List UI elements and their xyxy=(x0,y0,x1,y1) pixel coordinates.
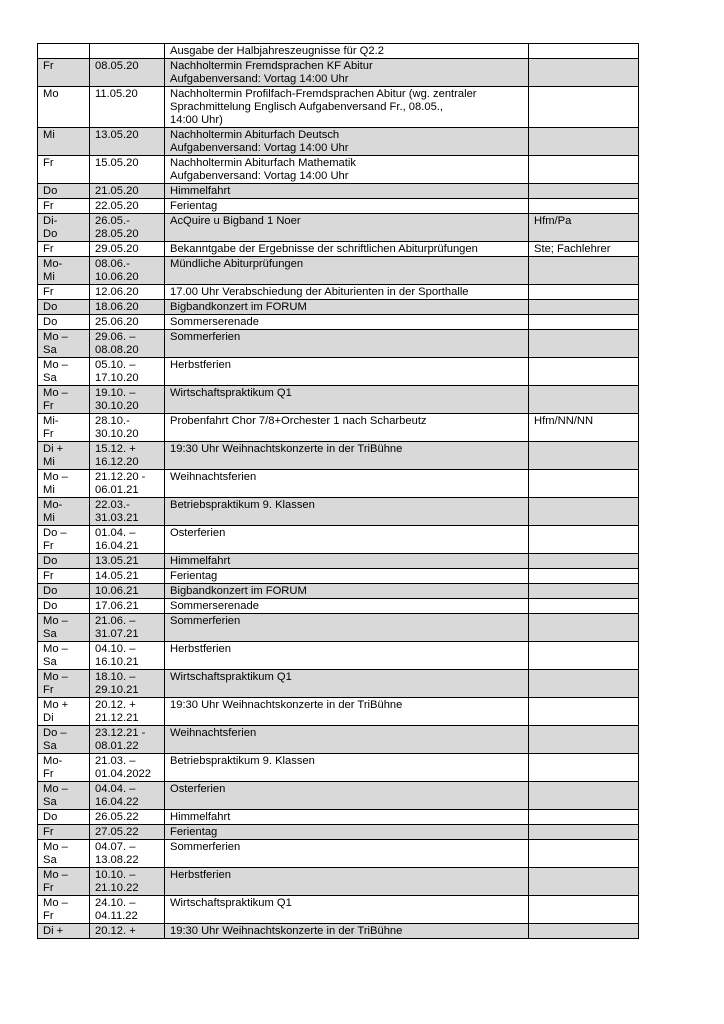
date-cell: 26.05.22 xyxy=(90,810,165,825)
event-cell: Nachholtermin Fremdsprachen KF Abitur Aufgabenversand: Vortag 14:00 Uhr xyxy=(165,59,529,87)
day-cell: Di + xyxy=(38,924,90,939)
table-row xyxy=(38,470,639,498)
event-cell: 19:30 Uhr Weihnachtskonzerte in der TriBühne xyxy=(165,924,529,939)
day-cell: Fr xyxy=(38,156,90,184)
event-cell: Mündliche Abiturprüfungen xyxy=(165,257,529,285)
date-cell: 14.05.21 xyxy=(90,569,165,584)
note-cell xyxy=(529,896,639,924)
event-cell: Sommerferien xyxy=(165,330,529,358)
note-cell xyxy=(529,315,639,330)
note-cell xyxy=(529,554,639,569)
note-cell xyxy=(529,584,639,599)
note-cell xyxy=(529,470,639,498)
date-cell: 10.10. – 21.10.22 xyxy=(90,868,165,896)
day-cell: Mo – Sa xyxy=(38,840,90,868)
event-cell: Nachholtermin Abiturfach Deutsch Aufgabenversand: Vortag 14:00 Uhr xyxy=(165,128,529,156)
date-cell: 17.06.21 xyxy=(90,599,165,614)
note-cell xyxy=(529,782,639,810)
table-row xyxy=(38,614,639,642)
note-cell xyxy=(529,156,639,184)
event-cell: Sommerferien xyxy=(165,840,529,868)
note-cell xyxy=(529,300,639,315)
event-cell: Sommerferien xyxy=(165,614,529,642)
note-cell: Ste; Fachlehrer xyxy=(529,242,639,257)
note-cell xyxy=(529,59,639,87)
day-cell: Do – Sa xyxy=(38,726,90,754)
table-row xyxy=(38,498,639,526)
date-cell: 12.06.20 xyxy=(90,285,165,300)
event-cell: Wirtschaftspraktikum Q1 xyxy=(165,896,529,924)
day-cell: Mo – Fr xyxy=(38,386,90,414)
event-cell: Probenfahrt Chor 7/8+Orchester 1 nach Scharbeutz xyxy=(165,414,529,442)
date-cell: 27.05.22 xyxy=(90,825,165,840)
date-cell: 29.05.20 xyxy=(90,242,165,257)
day-cell: Mo + Di xyxy=(38,698,90,726)
table-row xyxy=(38,285,639,300)
day-cell: Fr xyxy=(38,285,90,300)
table-row xyxy=(38,924,639,939)
date-cell: 29.06. – 08.08.20 xyxy=(90,330,165,358)
day-cell: Mo- Mi xyxy=(38,257,90,285)
table-row xyxy=(38,642,639,670)
note-cell xyxy=(529,526,639,554)
date-cell: 21.12.20 - 06.01.21 xyxy=(90,470,165,498)
date-cell: 21.03. – 01.04.2022 xyxy=(90,754,165,782)
day-cell: Mo – Sa xyxy=(38,330,90,358)
event-cell: Bekanntgabe der Ergebnisse der schriftlichen Abiturprüfungen xyxy=(165,242,529,257)
date-cell: 21.06. – 31.07.21 xyxy=(90,614,165,642)
day-cell: Mo – Fr xyxy=(38,868,90,896)
event-cell: Ferientag xyxy=(165,199,529,214)
table-row xyxy=(38,896,639,924)
date-cell: 04.07. – 13.08.22 xyxy=(90,840,165,868)
table-row xyxy=(38,156,639,184)
day-cell: Di + Mi xyxy=(38,442,90,470)
note-cell xyxy=(529,358,639,386)
day-cell: Mo – Mi xyxy=(38,470,90,498)
event-cell: Betriebspraktikum 9. Klassen xyxy=(165,498,529,526)
table-row xyxy=(38,726,639,754)
date-cell: 23.12.21 - 08.01.22 xyxy=(90,726,165,754)
event-cell: Ferientag xyxy=(165,825,529,840)
date-cell: 22.05.20 xyxy=(90,199,165,214)
event-cell: Herbstferien xyxy=(165,868,529,896)
day-cell xyxy=(38,44,90,59)
event-cell: Bigbandkonzert im FORUM xyxy=(165,300,529,315)
day-cell: Mo – Fr xyxy=(38,670,90,698)
note-cell: Hfm/NN/NN xyxy=(529,414,639,442)
table-row xyxy=(38,526,639,554)
table-row xyxy=(38,414,639,442)
table-row xyxy=(38,670,639,698)
note-cell xyxy=(529,825,639,840)
table-row xyxy=(38,214,639,242)
event-cell: Weihnachtsferien xyxy=(165,470,529,498)
day-cell: Mi- Fr xyxy=(38,414,90,442)
note-cell xyxy=(529,330,639,358)
date-cell: 20.12. + xyxy=(90,924,165,939)
note-cell xyxy=(529,754,639,782)
table-row xyxy=(38,782,639,810)
day-cell: Fr xyxy=(38,59,90,87)
table-row xyxy=(38,584,639,599)
day-cell: Do xyxy=(38,810,90,825)
note-cell xyxy=(529,128,639,156)
note-cell xyxy=(529,569,639,584)
note-cell xyxy=(529,599,639,614)
event-cell: Herbstferien xyxy=(165,358,529,386)
note-cell xyxy=(529,44,639,59)
day-cell: Mo- Fr xyxy=(38,754,90,782)
day-cell: Mi xyxy=(38,128,90,156)
note-cell xyxy=(529,614,639,642)
table-row xyxy=(38,810,639,825)
event-cell: AcQuire u Bigband 1 Noer xyxy=(165,214,529,242)
day-cell: Mo – Sa xyxy=(38,614,90,642)
day-cell: Fr xyxy=(38,199,90,214)
day-cell: Fr xyxy=(38,242,90,257)
note-cell xyxy=(529,642,639,670)
table-row xyxy=(38,569,639,584)
event-cell: Ferientag xyxy=(165,569,529,584)
event-cell: Himmelfahrt xyxy=(165,184,529,199)
event-cell: Nachholtermin Abiturfach Mathematik Aufgabenversand: Vortag 14:00 Uhr xyxy=(165,156,529,184)
date-cell: 05.10. – 17.10.20 xyxy=(90,358,165,386)
date-cell: 15.12. + 16.12.20 xyxy=(90,442,165,470)
event-cell: Ausgabe der Halbjahreszeugnisse für Q2.2 xyxy=(165,44,529,59)
table-row xyxy=(38,44,639,59)
day-cell: Do xyxy=(38,554,90,569)
table-row xyxy=(38,184,639,199)
date-cell: 11.05.20 xyxy=(90,87,165,128)
note-cell xyxy=(529,199,639,214)
note-cell xyxy=(529,442,639,470)
note-cell xyxy=(529,840,639,868)
date-cell: 15.05.20 xyxy=(90,156,165,184)
schedule-table-body xyxy=(38,44,639,939)
date-cell: 25.06.20 xyxy=(90,315,165,330)
table-row xyxy=(38,199,639,214)
date-cell: 10.06.21 xyxy=(90,584,165,599)
date-cell: 20.12. + 21.12.21 xyxy=(90,698,165,726)
event-cell: 19:30 Uhr Weihnachtskonzerte in der TriBühne xyxy=(165,698,529,726)
note-cell xyxy=(529,670,639,698)
day-cell: Mo – Sa xyxy=(38,642,90,670)
event-cell: Weihnachtsferien xyxy=(165,726,529,754)
table-row xyxy=(38,242,639,257)
event-cell: Herbstferien xyxy=(165,642,529,670)
day-cell: Fr xyxy=(38,825,90,840)
day-cell: Do xyxy=(38,599,90,614)
event-cell: Himmelfahrt xyxy=(165,554,529,569)
day-cell: Do xyxy=(38,300,90,315)
note-cell xyxy=(529,924,639,939)
date-cell: 19.10. – 30.10.20 xyxy=(90,386,165,414)
table-row xyxy=(38,442,639,470)
day-cell: Mo – Sa xyxy=(38,358,90,386)
table-row xyxy=(38,59,639,87)
event-cell: Sommerserenade xyxy=(165,315,529,330)
event-cell: Bigbandkonzert im FORUM xyxy=(165,584,529,599)
table-row xyxy=(38,87,639,128)
note-cell xyxy=(529,285,639,300)
table-row xyxy=(38,698,639,726)
date-cell: 28.10.- 30.10.20 xyxy=(90,414,165,442)
table-row xyxy=(38,315,639,330)
date-cell: 04.10. – 16.10.21 xyxy=(90,642,165,670)
event-cell: Nachholtermin Profilfach-Fremdsprachen Abitur (wg. zentraler Sprachmittelung Englisch Aufgabenversand Fr., 08.05., 14:00 Uhr) xyxy=(165,87,529,128)
event-cell: Osterferien xyxy=(165,782,529,810)
event-cell: Osterferien xyxy=(165,526,529,554)
event-cell: Sommerserenade xyxy=(165,599,529,614)
date-cell: 22.03.- 31.03.21 xyxy=(90,498,165,526)
note-cell xyxy=(529,498,639,526)
table-row xyxy=(38,840,639,868)
event-cell: 17.00 Uhr Verabschiedung der Abiturienten in der Sporthalle xyxy=(165,285,529,300)
date-cell: 08.06.- 10.06.20 xyxy=(90,257,165,285)
note-cell xyxy=(529,698,639,726)
date-cell: 24.10. – 04.11.22 xyxy=(90,896,165,924)
table-row xyxy=(38,300,639,315)
note-cell xyxy=(529,868,639,896)
day-cell: Fr xyxy=(38,569,90,584)
table-row xyxy=(38,868,639,896)
date-cell: 21.05.20 xyxy=(90,184,165,199)
note-cell xyxy=(529,87,639,128)
day-cell: Mo – Fr xyxy=(38,896,90,924)
table-row xyxy=(38,386,639,414)
date-cell: 04.04. – 16.04.22 xyxy=(90,782,165,810)
note-cell xyxy=(529,257,639,285)
date-cell: 01.04. – 16.04.21 xyxy=(90,526,165,554)
event-cell: Betriebspraktikum 9. Klassen xyxy=(165,754,529,782)
date-cell: 08.05.20 xyxy=(90,59,165,87)
note-cell xyxy=(529,184,639,199)
table-row xyxy=(38,330,639,358)
date-cell: 18.10. – 29.10.21 xyxy=(90,670,165,698)
table-row xyxy=(38,754,639,782)
table-row xyxy=(38,257,639,285)
event-cell: 19:30 Uhr Weihnachtskonzerte in der TriBühne xyxy=(165,442,529,470)
note-cell: Hfm/Pa xyxy=(529,214,639,242)
date-cell: 26.05.- 28.05.20 xyxy=(90,214,165,242)
table-row xyxy=(38,128,639,156)
day-cell: Do xyxy=(38,315,90,330)
table-row xyxy=(38,825,639,840)
day-cell: Do xyxy=(38,584,90,599)
date-cell: 18.06.20 xyxy=(90,300,165,315)
schedule-table xyxy=(37,43,639,939)
note-cell xyxy=(529,810,639,825)
day-cell: Do xyxy=(38,184,90,199)
date-cell xyxy=(90,44,165,59)
event-cell: Himmelfahrt xyxy=(165,810,529,825)
table-row xyxy=(38,358,639,386)
table-row xyxy=(38,554,639,569)
day-cell: Di- Do xyxy=(38,214,90,242)
event-cell: Wirtschaftspraktikum Q1 xyxy=(165,386,529,414)
note-cell xyxy=(529,726,639,754)
date-cell: 13.05.20 xyxy=(90,128,165,156)
note-cell xyxy=(529,386,639,414)
day-cell: Mo xyxy=(38,87,90,128)
date-cell: 13.05.21 xyxy=(90,554,165,569)
day-cell: Mo – Sa xyxy=(38,782,90,810)
day-cell: Do – Fr xyxy=(38,526,90,554)
event-cell: Wirtschaftspraktikum Q1 xyxy=(165,670,529,698)
table-row xyxy=(38,599,639,614)
day-cell: Mo- Mi xyxy=(38,498,90,526)
